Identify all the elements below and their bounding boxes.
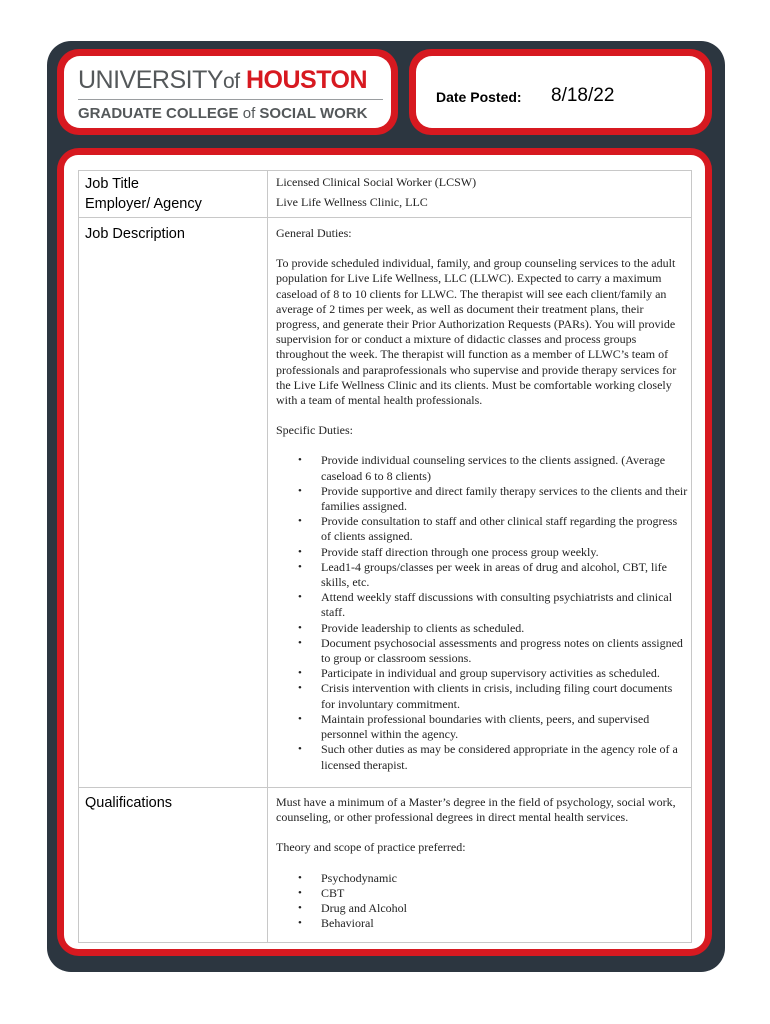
specific-duties-heading: Specific Duties: — [276, 423, 353, 438]
qualifications-content — [276, 795, 688, 931]
column-divider — [267, 171, 268, 942]
row-divider — [79, 217, 691, 218]
college-name-b: SOCIAL WORK — [259, 105, 368, 122]
job-details-table — [78, 170, 692, 943]
row-divider — [79, 787, 691, 788]
logo-panel — [57, 49, 398, 135]
list-item: • Document psychosocial assessments and progress notes on clients assigned to group or classroom sessions. — [276, 636, 688, 666]
logo-of-text: of — [223, 70, 240, 93]
date-posted-value: 8/18/22 — [551, 85, 615, 106]
list-item: • CBT — [276, 886, 688, 901]
list-item: • Participate in individual and group supervisory activities as scheduled. — [276, 666, 688, 681]
employer-label: Employer/ Agency — [85, 196, 202, 212]
logo-panel-inner — [64, 56, 391, 128]
general-duties-heading: General Duties: — [276, 226, 352, 240]
college-name-a: GRADUATE COLLEGE — [78, 105, 239, 122]
logo-houston-text: HOUSTON — [246, 66, 368, 94]
specific-duties-list — [276, 453, 688, 772]
logo-divider — [78, 99, 383, 100]
date-posted-label: Date Posted: — [436, 89, 522, 105]
qualifications-text: Must have a minimum of a Master’s degree in the field of psychology, social work, counseling, or other professional degrees in direct mental health services. — [276, 795, 676, 825]
list-item: • Drug and Alcohol — [276, 901, 688, 916]
list-item: • Crisis intervention with clients in crisis, including filing court documents for involuntary commitment. — [276, 681, 688, 711]
job-title-label: Job Title — [85, 176, 139, 192]
preferred-practice-list — [276, 871, 688, 932]
logo-university-text: UNIVERSITY — [78, 66, 224, 94]
list-item: • Such other duties as may be considered appropriate in the agency role of a licensed therapist. — [276, 742, 688, 772]
college-name — [78, 104, 367, 124]
job-description-label: Job Description — [85, 226, 185, 242]
preferred-practice-heading: Theory and scope of practice preferred: — [276, 840, 466, 855]
list-item: • Behavioral — [276, 916, 688, 931]
list-item: • Maintain professional boundaries with clients, peers, and supervised personnel within the agency. — [276, 712, 688, 742]
job-posting-panel — [57, 148, 712, 956]
list-item: • Provide leadership to clients as scheduled. — [276, 621, 688, 636]
university-logo — [78, 65, 367, 97]
date-panel — [409, 49, 712, 135]
list-item: • Provide consultation to staff and other clinical staff regarding the progress of clients assigned. — [276, 514, 688, 544]
list-item: • Attend weekly staff discussions with consulting psychiatrists and clinical staff. — [276, 590, 688, 620]
list-item: • Lead1-4 groups/classes per week in areas of drug and alcohol, CBT, life skills, etc. — [276, 560, 688, 590]
job-posting-panel-inner — [64, 155, 705, 949]
list-item: • Provide staff direction through one process group weekly. — [276, 545, 688, 560]
qualifications-label: Qualifications — [85, 795, 173, 811]
list-item: • Provide individual counseling services to the clients assigned. (Average caseload 6 to 8 clients) — [276, 453, 688, 483]
list-item: • Provide supportive and direct family therapy services to the clients and their families assigned. — [276, 484, 688, 514]
date-panel-inner — [416, 56, 705, 128]
employer-value: Live Life Wellness Clinic, LLC — [276, 195, 428, 209]
general-duties-text: To provide scheduled individual, family, and group counseling services to the adult population for Live Life Wellness, LLC (LLWC). Expected to carry a maximum caseload of 8 to 10 clients for LLWC. The therapist will see each client/family an average of 2 times per week, as well as document their treatment plans, their progress, and generate their Prior Authorization Requests (PARs). You will provide supervision for or conduct a mixture of didactic classes and process groups throughout the week. The therapist will function as a member of LLWC’s team of professionals and paraprofessionals who supervise and provide therapy services for the Live Life Wellness Clinic and its clients. Must be comfortable working closely with a team of mental health professionals. — [276, 256, 677, 408]
job-title-value: Licensed Clinical Social Worker (LCSW) — [276, 175, 477, 189]
list-item: • Psychodynamic — [276, 871, 688, 886]
college-name-of: of — [242, 105, 256, 122]
job-description-content — [276, 226, 688, 773]
